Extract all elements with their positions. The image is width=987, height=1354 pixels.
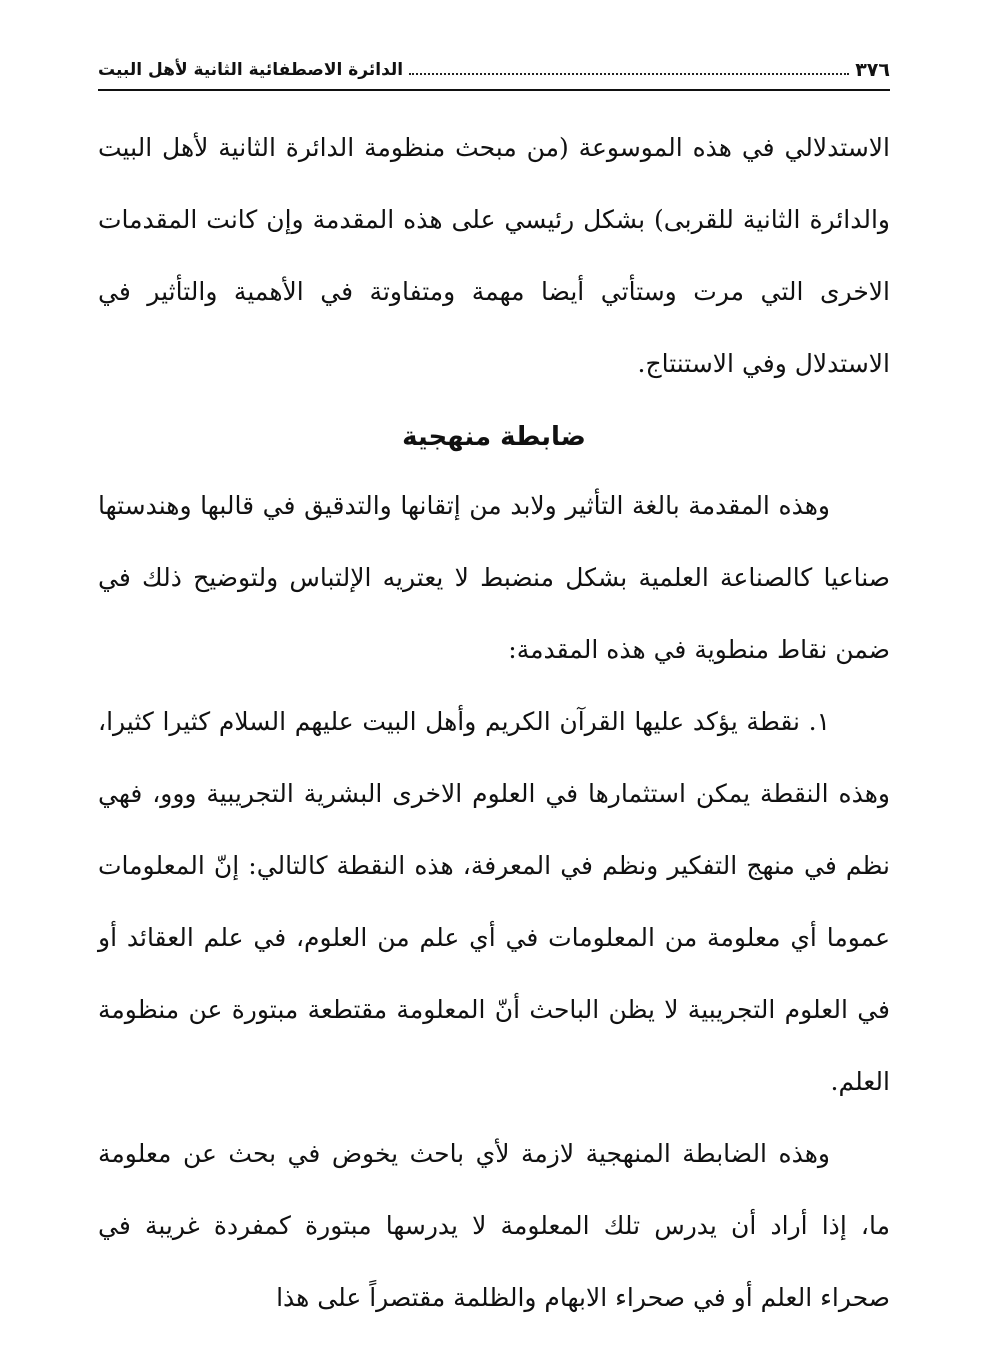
paragraph-2: وهذه المقدمة بالغة التأثير ولابد من إتقانها والتدقيق في قالبها وهندستها صناعيا كالصناعة العلمية بشكل منضبط لا يعتريه الإلتباس ولتوضيح ذلك في ضمن نقاط منطوية في هذه المقدمة: — [98, 491, 890, 664]
section-heading: ضابطة منهجية — [402, 422, 586, 452]
paragraph-1: الاستدلالي في هذه الموسوعة (من مبحث منظومة الدائرة الثانية لأهل البيت والدائرة الثانية للقربى) بشكل رئيسي على هذه المقدمة وإن كانت المقدمات الاخرى التي مرت وستأتي أيضا مهمة ومتفاوتة في الأهمية والتأثير في الاستدلال وفي الاستنتاج. — [98, 133, 890, 378]
paragraph-4: وهذه الضابطة المنهجية لازمة لأي باحث يخوض في بحث عن معلومة ما، إذا أراد أن يدرس تلك المعلومة لا يدرسها مبتورة كمفردة غريبة في صحراء العلم أو في صحراء الابهام والظلمة مقتصراً على هذا — [98, 1139, 890, 1312]
running-header — [98, 52, 890, 88]
running-title: الدائرة الاصطفائية الثانية لأهل البيت — [98, 60, 404, 80]
paragraph-3: ١. نقطة يؤكد عليها القرآن الكريم وأهل البيت عليهم السلام كثيرا كثيرا، وهذه النقطة يمكن استثمارها في العلوم الاخرى البشرية التجريبية ووو، فهي نظم في منهج التفكير ونظم في المعرفة، هذه النقطة كالتالي: إنّ المعلومات عموما أي معلومة من المعلومات في أي علم من العلوم، في علم العقائد أو في العلوم التجريبية لا يظن الباحث أنّ المعلومة مقتطعة مبتورة عن منظومة العلم. — [98, 707, 890, 1096]
body-text — [98, 112, 890, 1334]
header-rule — [98, 89, 890, 91]
leader-dots — [409, 73, 849, 75]
page-number: ٣٧٦ — [855, 59, 890, 81]
